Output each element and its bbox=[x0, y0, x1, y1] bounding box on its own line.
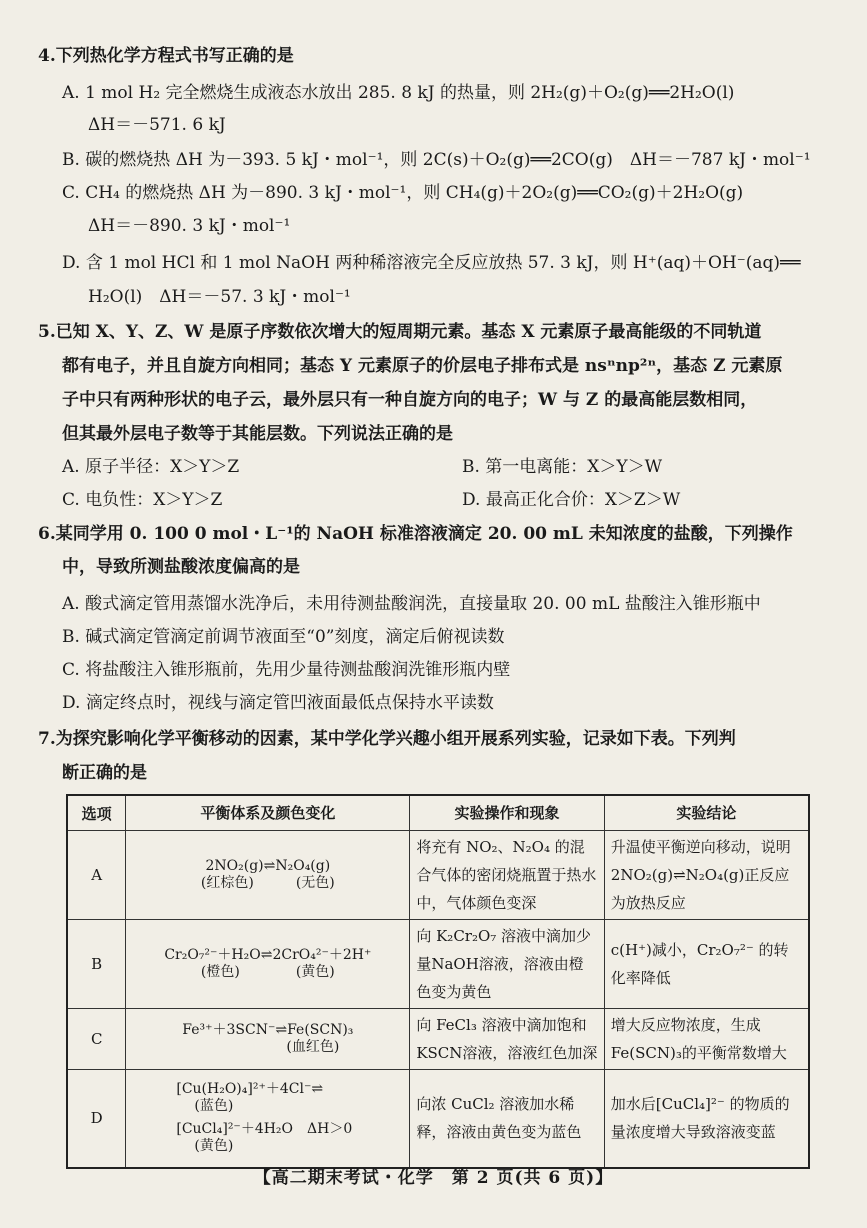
header-system: 平衡体系及颜色变化 bbox=[126, 795, 410, 831]
table-row bbox=[67, 1070, 809, 1168]
row-b-operation: 向 K₂Cr₂O₇ 溶液中滴加少量NaOH溶液，溶液由橙色变为黄色 bbox=[410, 920, 604, 1009]
table-header-row bbox=[67, 795, 809, 831]
q7-stem-line1: 7.为探究影响化学平衡移动的因素，某中学化学兴趣小组开展系列实验，记录如下表。下列判 bbox=[38, 729, 736, 749]
q5-stem-line2: 都有电子，并且自旋方向相同；基态 Y 元素原子的价层电子排布式是 nsⁿnp²ⁿ，基态 Z 元素原 bbox=[62, 356, 783, 376]
header-conclusion: 实验结论 bbox=[604, 795, 809, 831]
q4-stem: 4.下列热化学方程式书写正确的是 bbox=[38, 46, 294, 66]
row-a-conclusion: 升温使平衡逆向移动，说明 2NO₂(g)⇌N₂O₄(g)正反应为放热反应 bbox=[604, 831, 809, 920]
row-c-conclusion: 增大反应物浓度，生成Fe(SCN)₃的平衡常数增大 bbox=[604, 1009, 809, 1070]
row-a-equation: 2NO₂(g)⇌N₂O₄(g) bbox=[205, 858, 331, 874]
row-d-conclusion: 加水后[CuCl₄]²⁻ 的物质的量浓度增大导致溶液变蓝 bbox=[604, 1070, 809, 1168]
experiment-table bbox=[66, 794, 810, 1169]
q5-option-a: A. 原子半径：X＞Y＞Z bbox=[62, 457, 240, 477]
q4-option-d-line1: D. 含 1 mol HCl 和 1 mol NaOH 两种稀溶液完全反应放热 57. 3 kJ，则 H⁺(aq)＋OH⁻(aq)══ bbox=[62, 253, 801, 273]
q6-option-b: B. 碱式滴定管滴定前调节液面至“0”刻度，滴定后俯视读数 bbox=[62, 627, 505, 647]
row-b-option: B bbox=[67, 920, 126, 1009]
q5-stem-line4: 但其最外层电子数等于其能层数。下列说法正确的是 bbox=[62, 424, 453, 444]
row-d-option: D bbox=[67, 1070, 126, 1168]
table-row bbox=[67, 831, 809, 920]
row-c-option: C bbox=[67, 1009, 126, 1070]
q5-stem-line3: 子中只有两种形状的电子云，最外层只有一种自旋方向的电子；W 与 Z 的最高能层数相同， bbox=[62, 390, 758, 410]
table-row bbox=[67, 920, 809, 1009]
q6-option-d: D. 滴定终点时，视线与滴定管凹液面最低点保持水平读数 bbox=[62, 693, 494, 713]
row-b-system bbox=[126, 920, 410, 1009]
q5-stem-line1: 5.已知 X、Y、Z、W 是原子序数依次增大的短周期元素。基态 X 元素原子最高能级的不同轨道 bbox=[38, 322, 762, 342]
header-operation: 实验操作和现象 bbox=[410, 795, 604, 831]
q6-stem-line1: 6.某同学用 0. 100 0 mol・L⁻¹的 NaOH 标准溶液滴定 20. 00 mL 未知浓度的盐酸，下列操作 bbox=[38, 524, 793, 544]
page-footer: 【高二期末考试・化学 第 2 页(共 6 页)】 bbox=[253, 1168, 614, 1188]
row-d-color2: (黄色) bbox=[194, 1138, 234, 1155]
row-d-operation: 向浓 CuCl₂ 溶液加水稀释，溶液由黄色变为蓝色 bbox=[410, 1070, 604, 1168]
q4-option-c-line2: ΔH＝－890. 3 kJ・mol⁻¹ bbox=[88, 216, 291, 236]
q4-option-d-line2: H₂O(l) ΔH＝－57. 3 kJ・mol⁻¹ bbox=[88, 287, 351, 307]
row-c-equation: Fe³⁺＋3SCN⁻⇌Fe(SCN)₃ bbox=[182, 1022, 354, 1038]
row-a-operation: 将充有 NO₂、N₂O₄ 的混合气体的密闭烧瓶置于热水中，气体颜色变深 bbox=[410, 831, 604, 920]
row-d-color1: (蓝色) bbox=[194, 1098, 234, 1115]
row-d-equation-part2: [CuCl₄]²⁻＋4H₂O ΔH＞0 bbox=[176, 1121, 353, 1138]
header-option: 选项 bbox=[67, 795, 126, 831]
row-c-system bbox=[126, 1009, 410, 1070]
row-b-colors: (橙色) (黄色) bbox=[200, 964, 335, 980]
row-d-system bbox=[126, 1070, 410, 1168]
row-b-conclusion: c(H⁺)减小，Cr₂O₇²⁻ 的转化率降低 bbox=[604, 920, 809, 1009]
q5-option-c: C. 电负性：X＞Y＞Z bbox=[62, 490, 223, 510]
q5-option-d: D. 最高正化合价：X＞Z＞W bbox=[462, 490, 681, 510]
row-d-equation-part1: [Cu(H₂O)₄]²⁺＋4Cl⁻⇌ bbox=[176, 1081, 324, 1098]
row-a-colors: (红棕色) (无色) bbox=[200, 875, 335, 891]
q6-option-a: A. 酸式滴定管用蒸馏水洗净后，未用待测盐酸润洗，直接量取 20. 00 mL 盐酸注入锥形瓶中 bbox=[62, 594, 761, 614]
q5-option-b: B. 第一电离能：X＞Y＞W bbox=[462, 457, 663, 477]
table-row bbox=[67, 1009, 809, 1070]
row-c-operation: 向 FeCl₃ 溶液中滴加饱和KSCN溶液，溶液红色加深 bbox=[410, 1009, 604, 1070]
q4-option-b: B. 碳的燃烧热 ΔH 为－393. 5 kJ・mol⁻¹，则 2C(s)＋O₂(g)══2CO(g) ΔH＝－787 kJ・mol⁻¹ bbox=[62, 150, 811, 170]
q7-stem-line2: 断正确的是 bbox=[62, 763, 147, 783]
row-a-system bbox=[126, 831, 410, 920]
q4-option-a-line2: ΔH＝－571. 6 kJ bbox=[88, 115, 226, 135]
q4-option-c-line1: C. CH₄ 的燃烧热 ΔH 为－890. 3 kJ・mol⁻¹，则 CH₄(g)＋2O₂(g)══CO₂(g)＋2H₂O(g) bbox=[62, 183, 744, 203]
row-a-option: A bbox=[67, 831, 126, 920]
q6-stem-line2: 中，导致所测盐酸浓度偏高的是 bbox=[62, 557, 300, 577]
q6-option-c: C. 将盐酸注入锥形瓶前，先用少量待测盐酸润洗锥形瓶内壁 bbox=[62, 660, 511, 680]
row-b-equation: Cr₂O₇²⁻＋H₂O⇌2CrO₄²⁻＋2H⁺ bbox=[164, 947, 372, 963]
row-c-colors: (血红色) bbox=[286, 1039, 340, 1055]
q4-option-a-line1: A. 1 mol H₂ 完全燃烧生成液态水放出 285. 8 kJ 的热量，则 2H₂(g)＋O₂(g)══2H₂O(l) bbox=[62, 83, 735, 103]
